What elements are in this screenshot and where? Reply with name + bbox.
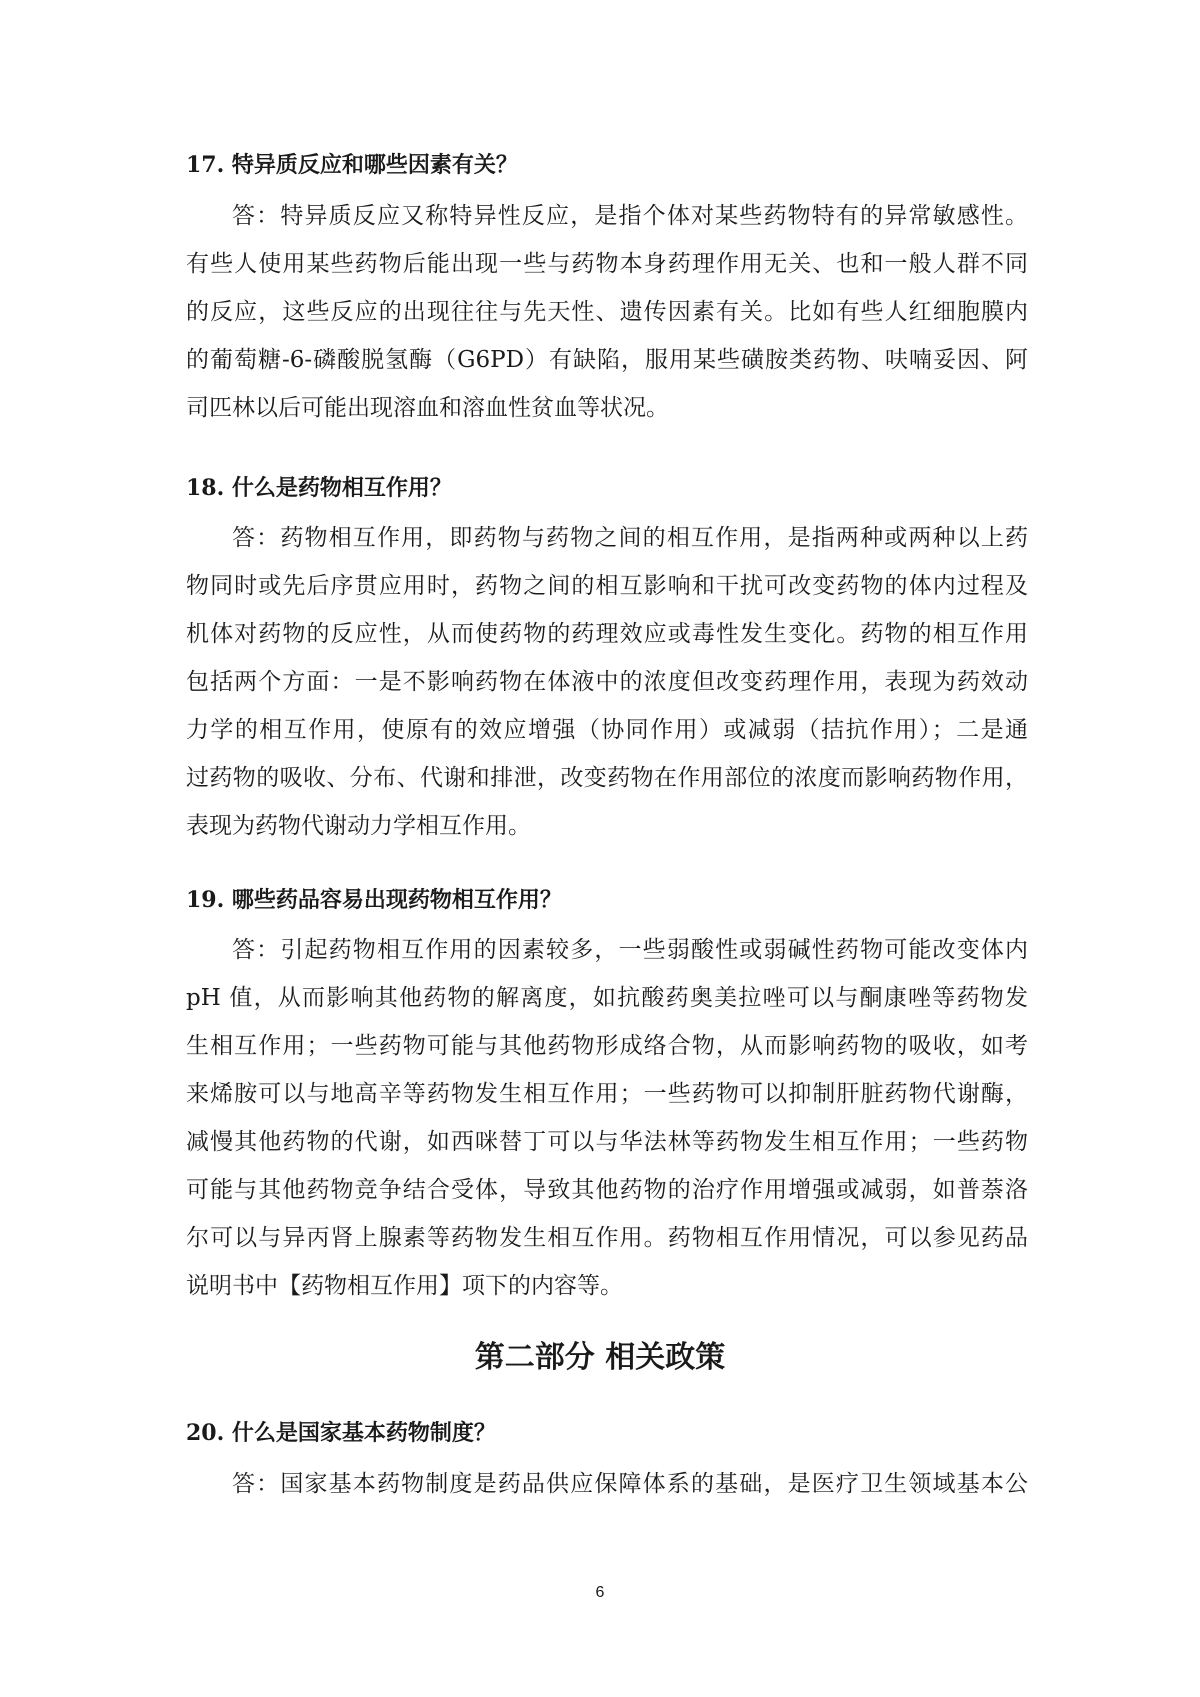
answer-20-paragraph — [186, 1460, 1028, 1508]
answer-19-line: 说明书中【药物相互作用】项下的内容等。 — [186, 1273, 623, 1299]
answer-18-line: 答：药物相互作用，即药物与药物之间的相互作用，是指两种或两种以上药 — [232, 525, 1028, 551]
answer-19-paragraph — [186, 926, 1028, 1310]
question-17-heading: 17. 特异质反应和哪些因素有关？ — [186, 152, 518, 178]
answer-17-line: 有些人使用某些药物后能出现一些与药物本身药理作用无关、也和一般人群不同 — [186, 251, 1028, 277]
answer-17-line: 的葡萄糖-6-磷酸脱氢酶（G6PD）有缺陷，服用某些磺胺类药物、呋喃妥因、阿 — [186, 347, 1028, 373]
answer-17-line: 答：特异质反应又称特异性反应，是指个体对某些药物特有的异常敏感性。 — [232, 203, 1028, 229]
answer-18-paragraph — [186, 514, 1028, 850]
answer-19-line: 来烯胺可以与地高辛等药物发生相互作用；一些药物可以抑制肝脏药物代谢酶， — [186, 1081, 1028, 1107]
section-heading: 第二部分 相关政策 — [474, 1340, 726, 1375]
answer-19-line: 减慢其他药物的代谢，如西咪替丁可以与华法林等药物发生相互作用；一些药物 — [186, 1129, 1028, 1155]
answer-17-paragraph — [186, 192, 1028, 432]
answer-19-line: 生相互作用；一些药物可能与其他药物形成络合物，从而影响药物的吸收，如考 — [186, 1033, 1028, 1059]
answer-18-line: 过药物的吸收、分布、代谢和排泄，改变药物在作用部位的浓度而影响药物作用， — [186, 765, 1028, 791]
question-20-heading: 20. 什么是国家基本药物制度？ — [186, 1420, 496, 1446]
answer-17-line: 的反应，这些反应的出现往往与先天性、遗传因素有关。比如有些人红细胞膜内 — [186, 299, 1028, 325]
answer-19-line: 尔可以与异丙肾上腺素等药物发生相互作用。药物相互作用情况，可以参见药品 — [186, 1225, 1028, 1251]
question-19-heading: 19. 哪些药品容易出现药物相互作用？ — [186, 887, 562, 913]
question-18-heading: 18. 什么是药物相互作用？ — [186, 475, 452, 501]
answer-17-line: 司匹林以后可能出现溶血和溶血性贫血等状况。 — [186, 395, 669, 421]
answer-19-line: 答：引起药物相互作用的因素较多，一些弱酸性或弱碱性药物可能改变体内 — [232, 937, 1028, 963]
answer-18-line: 物同时或先后序贯应用时，药物之间的相互影响和干扰可改变药物的体内过程及 — [186, 573, 1028, 599]
answer-18-line: 表现为药物代谢动力学相互作用。 — [186, 813, 531, 839]
answer-19-line: pH 值，从而影响其他药物的解离度，如抗酸药奥美拉唑可以与酮康唑等药物发 — [186, 985, 1028, 1011]
page-number: 6 — [595, 1584, 605, 1601]
answer-18-line: 包括两个方面：一是不影响药物在体液中的浓度但改变药理作用，表现为药效动 — [186, 669, 1028, 695]
answer-19-line: 可能与其他药物竞争结合受体，导致其他药物的治疗作用增强或减弱，如普萘洛 — [186, 1177, 1028, 1203]
answer-18-line: 力学的相互作用，使原有的效应增强（协同作用）或减弱（拮抗作用）；二是通 — [186, 717, 1028, 743]
answer-18-line: 机体对药物的反应性，从而使药物的药理效应或毒性发生变化。药物的相互作用 — [186, 621, 1028, 647]
answer-20-line: 答：国家基本药物制度是药品供应保障体系的基础，是医疗卫生领域基本公 — [232, 1471, 1028, 1497]
